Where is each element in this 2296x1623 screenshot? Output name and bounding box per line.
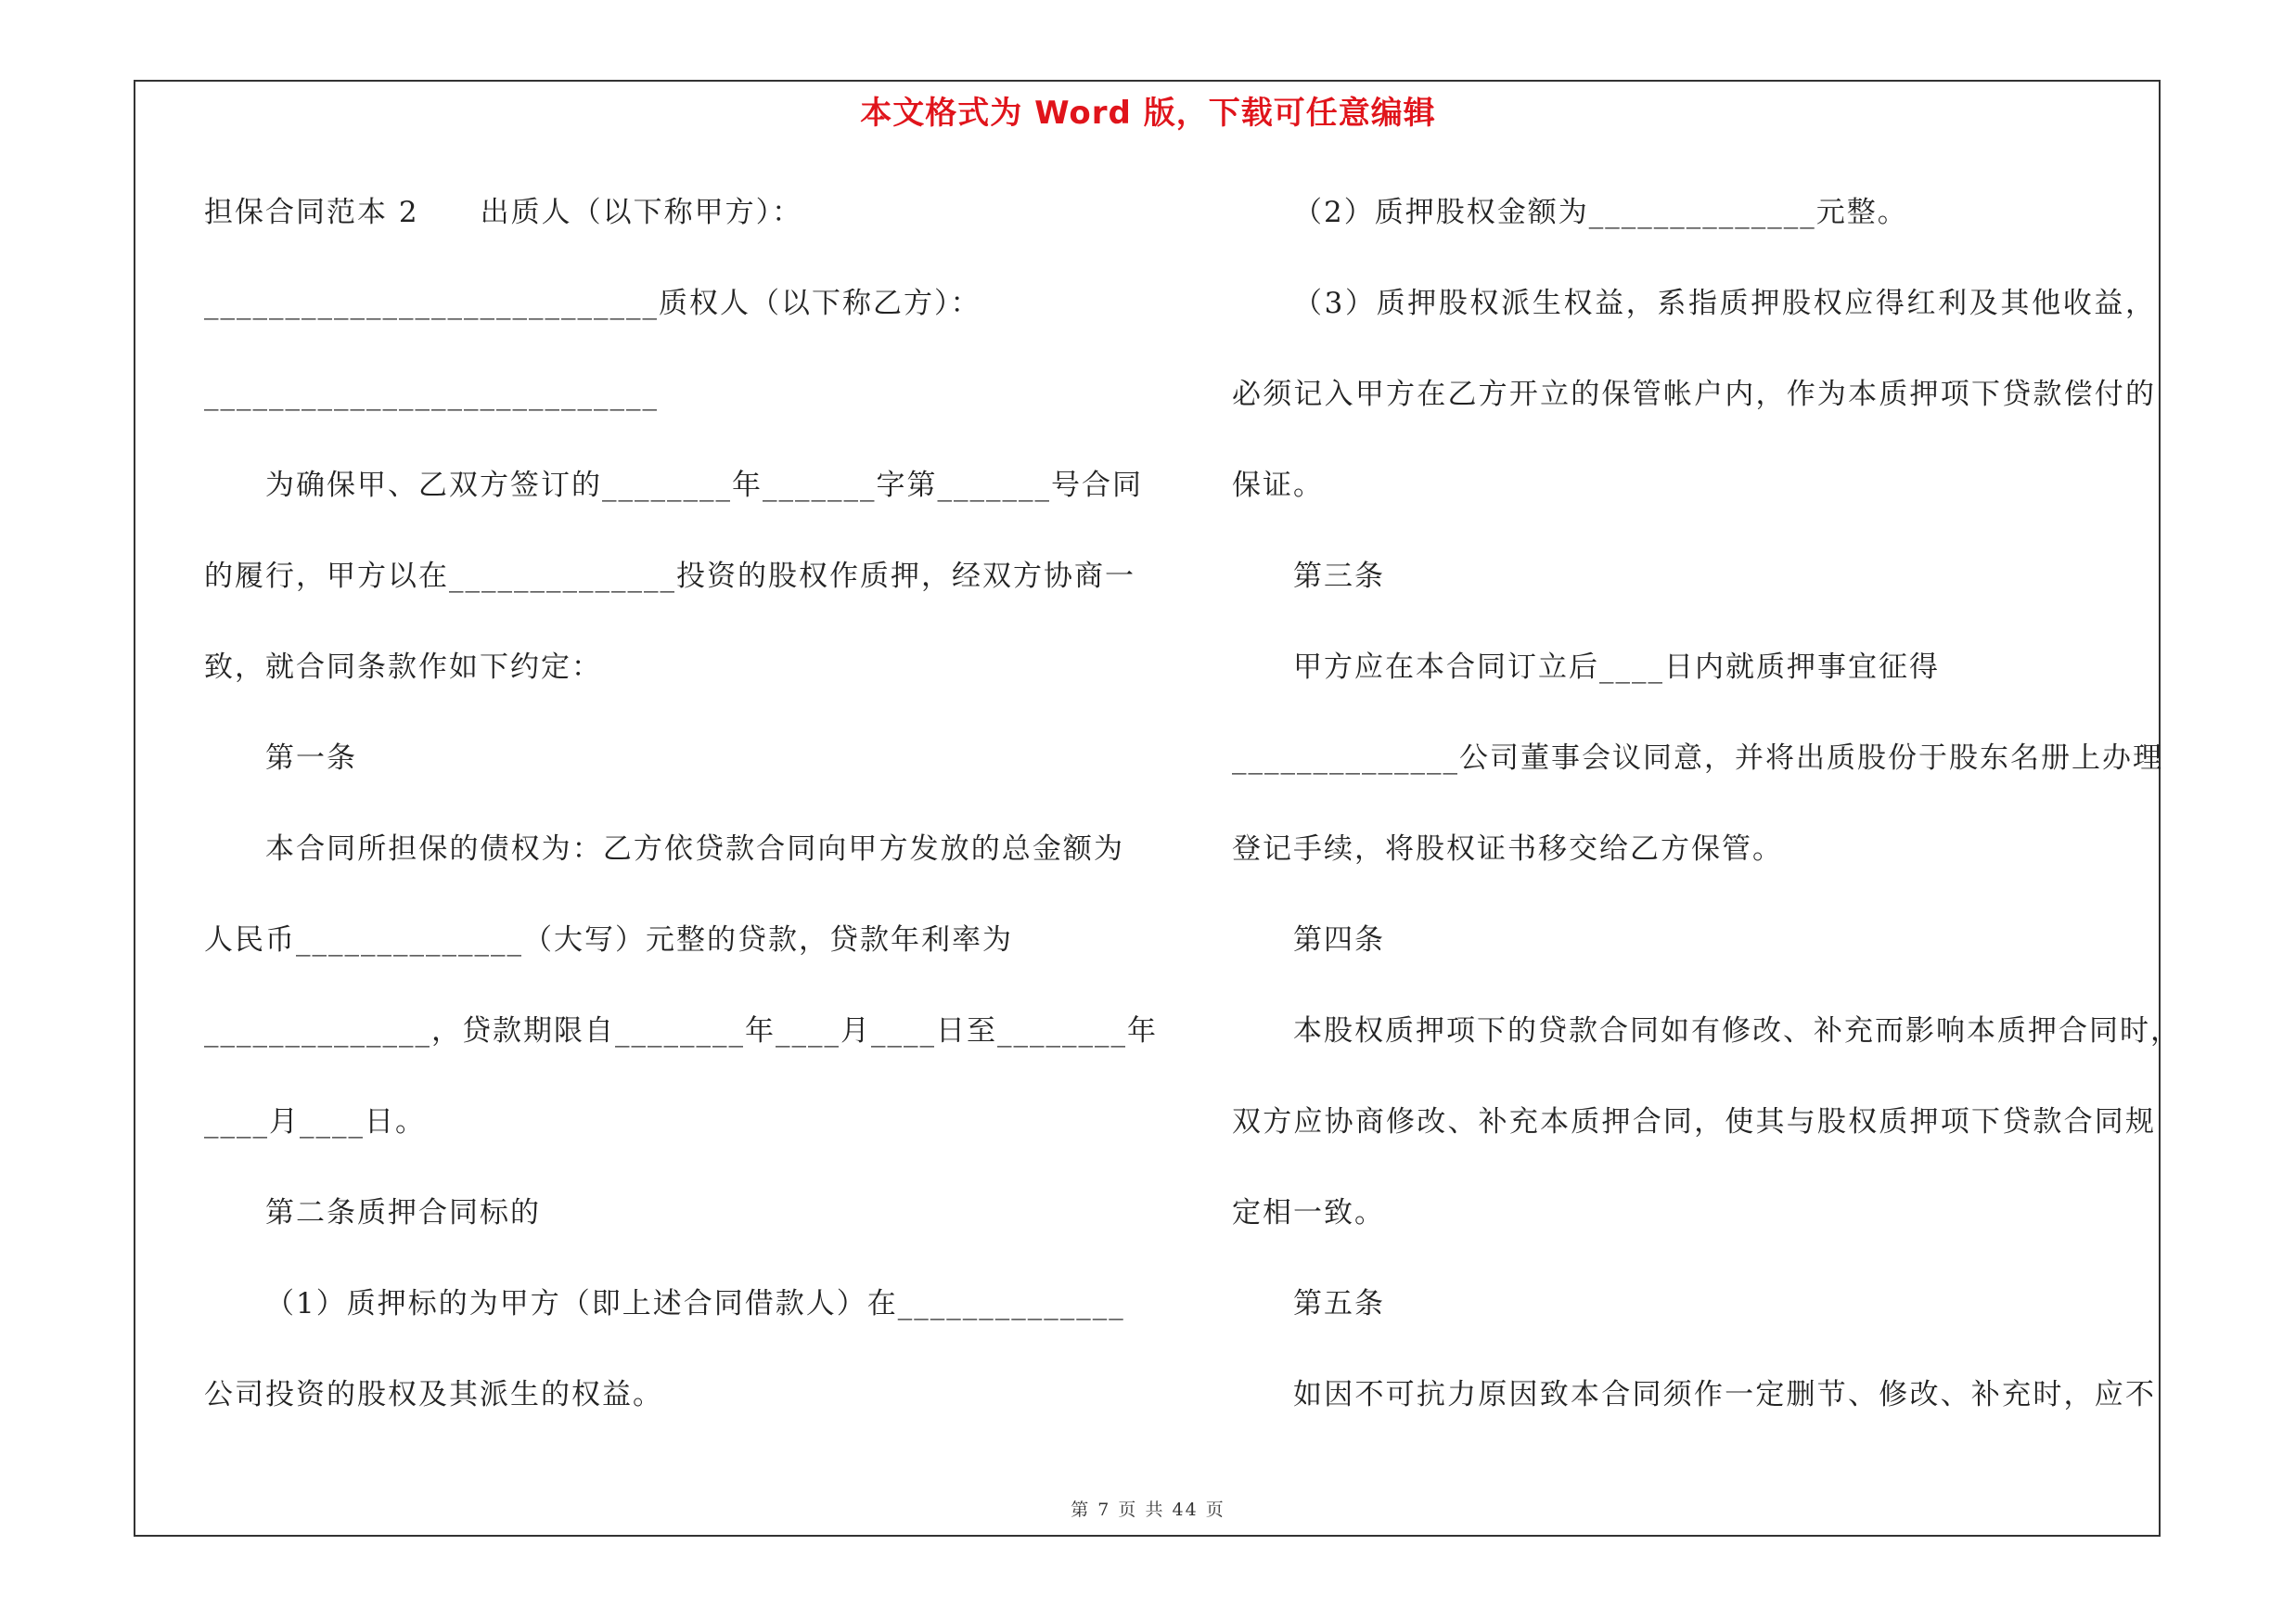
paragraph-line: 保证。 (1232, 469, 1324, 502)
paragraph-line: 定相一致。 (1232, 1196, 1385, 1230)
paragraph-line: 登记手续，将股权证书移交给乙方保管。 (1232, 832, 1783, 866)
page-number-footer: 第 7 页 共 44 页 (1071, 1500, 1225, 1520)
paragraph-line: 双方应协商修改、补充本质押合同，使其与股权质押项下贷款合同规 (1232, 1105, 2156, 1139)
paragraph-line: ______________，贷款期限自________年____月____日至________年 (204, 1014, 1158, 1048)
paragraph-line: 第一条 (265, 741, 357, 775)
paragraph-line: 第二条质押合同标的 (265, 1196, 541, 1230)
paragraph-line: 人民币______________（大写）元整的贷款，贷款年利率为 (204, 923, 1013, 957)
paragraph-line: 甲方应在本合同订立后____日内就质押事宜征得 (1293, 650, 1940, 684)
paragraph-line: 本股权质押项下的贷款合同如有修改、补充而影响本质押合同时， (1293, 1014, 2181, 1048)
paragraph-line: 第五条 (1293, 1287, 1385, 1320)
paragraph-line: ______________公司董事会议同意，并将出质股份于股东名册上办理 (1232, 741, 2163, 775)
paragraph-line: （3）质押股权派生权益，系指质押股权应得红利及其他收益， (1293, 287, 2156, 320)
paragraph-line: 为确保甲、乙双方签订的________年_______字第_______号合同 (265, 469, 1143, 502)
paragraph-line: 的履行，甲方以在______________投资的股权作质押，经双方协商一 (204, 560, 1135, 593)
paragraph-line: 如因不可抗力原因致本合同须作一定删节、修改、补充时，应不 (1293, 1378, 2156, 1411)
paragraph-line: ____月____日。 (204, 1105, 426, 1139)
word-format-banner: 本文格式为 Word 版，下载可任意编辑 (860, 95, 1436, 132)
paragraph-line: 第四条 (1293, 923, 1385, 957)
paragraph-line: （1）质押标的为甲方（即上述合同借款人）在______________ (265, 1287, 1125, 1320)
paragraph-line: 公司投资的股权及其派生的权益。 (204, 1378, 663, 1411)
paragraph-line: ____________________________质权人（以下称乙方）： (204, 287, 981, 320)
paragraph-line: 担保合同范本 2 出质人（以下称甲方）： (204, 196, 803, 229)
right-column (1232, 182, 2181, 1455)
paragraph-line: 必须记入甲方在乙方开立的保管帐户内，作为本质押项下贷款偿付的 (1232, 378, 2156, 411)
left-column (204, 182, 1158, 1455)
paragraph-line: 致，就合同条款作如下约定： (204, 650, 602, 684)
paragraph-line: 本合同所担保的债权为：乙方依贷款合同向甲方发放的总金额为 (265, 832, 1124, 866)
paragraph-line: 第三条 (1293, 560, 1385, 593)
paragraph-line: ____________________________ (204, 378, 659, 411)
paragraph-line: （2）质押股权金额为______________元整。 (1293, 196, 1908, 229)
